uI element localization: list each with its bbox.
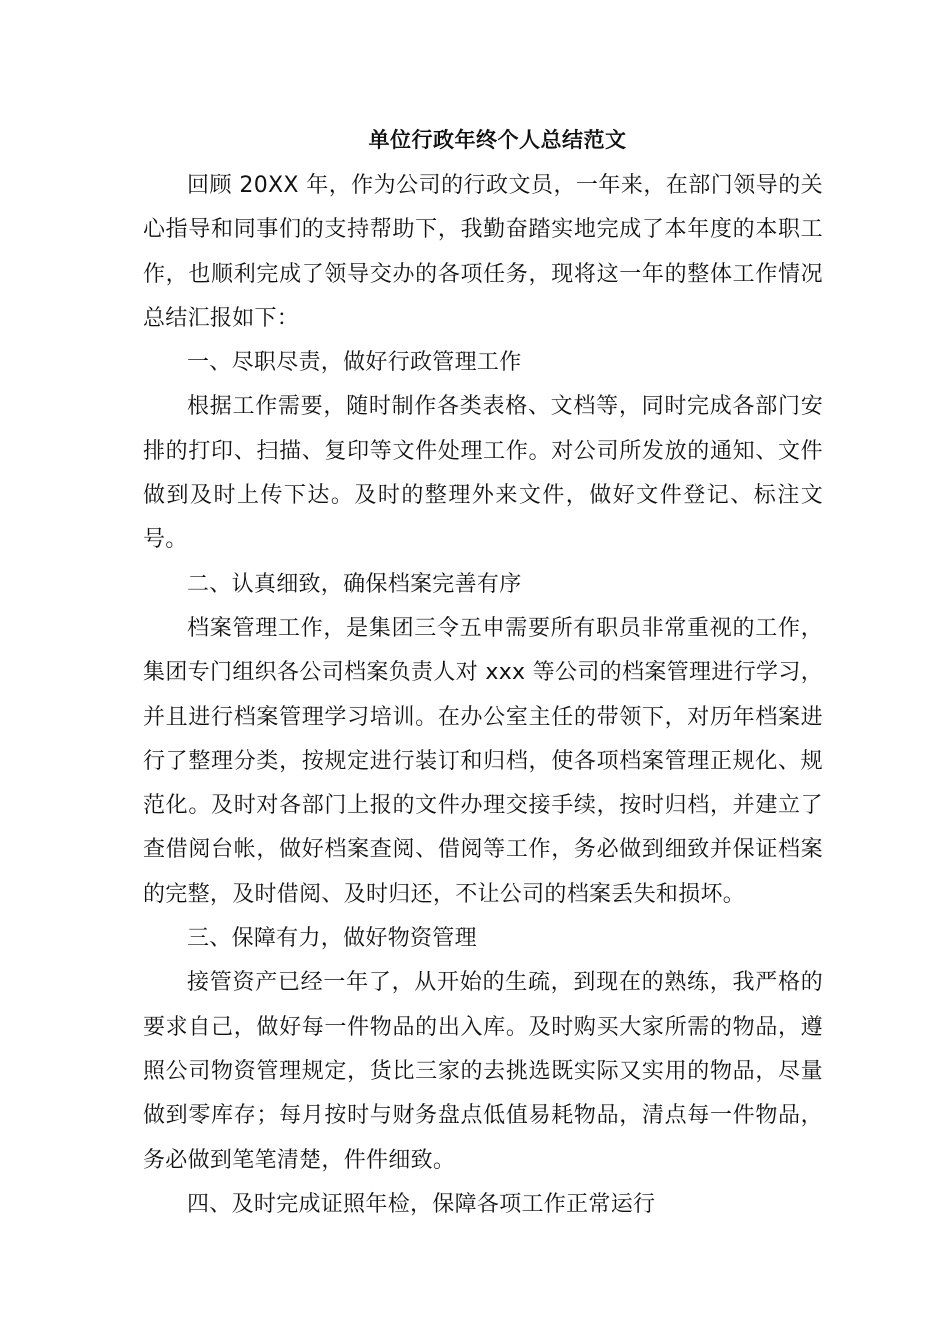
- section-heading-3: 三、保障有力，做好物资管理: [187, 926, 477, 952]
- section-paragraph-3: 接管资产已经一年了，从开始的生疏，到现在的熟练，我严格的要求自己，做好每一件物品的出入库。及时购买大家所需的物品，遵照公司物资管理规定，货比三家的去挑选既实际又实用的物品，尽量做到零库存；每月按时与财务盘点低值易耗物品，清点每一件物品，务必做到笔笔清楚，件件细致。: [143, 970, 823, 1173]
- document-title: 单位行政年终个人总结范文: [368, 128, 627, 152]
- intro-paragraph: 回顾 20XX 年，作为公司的行政文员，一年来，在部门领导的关心指导和同事们的支持帮助下，我勤奋踏实地完成了本年度的本职工作，也顺利完成了领导交办的各项任务，现将这一年的整体工作情况总结汇报如下：: [143, 173, 823, 331]
- section-heading-4: 四、及时完成证照年检，保障各项工作正常运行: [187, 1191, 656, 1217]
- section-paragraph-2: 档案管理工作，是集团三令五申需要所有职员非常重视的工作，集团专门组织各公司档案负责人对 xxx 等公司的档案管理进行学习，并且进行档案管理学习培训。在办公室主任的带领下，对历年档案进行了整理分类，按规定进行装订和归档，使各项档案管理正规化、规范化。及时对各部门上报的文件办理交接手续，按时归档，并建立了查借阅台帐，做好档案查阅、借阅等工作，务必做到细致并保证档案的完整，及时借阅、及时归还，不让公司的档案丢失和损坏。: [143, 615, 823, 907]
- section-paragraph-1: 根据工作需要，随时制作各类表格、文档等，同时完成各部门安排的打印、扫描、复印等文件处理工作。对公司所发放的通知、文件做到及时上传下达。及时的整理外来文件，做好文件登记、标注文号。: [143, 394, 823, 553]
- section-heading-2: 二、认真细致，确保档案完善有序: [187, 571, 522, 597]
- section-heading-1: 一、尽职尽责，做好行政管理工作: [187, 350, 522, 376]
- document-body: [143, 164, 823, 1227]
